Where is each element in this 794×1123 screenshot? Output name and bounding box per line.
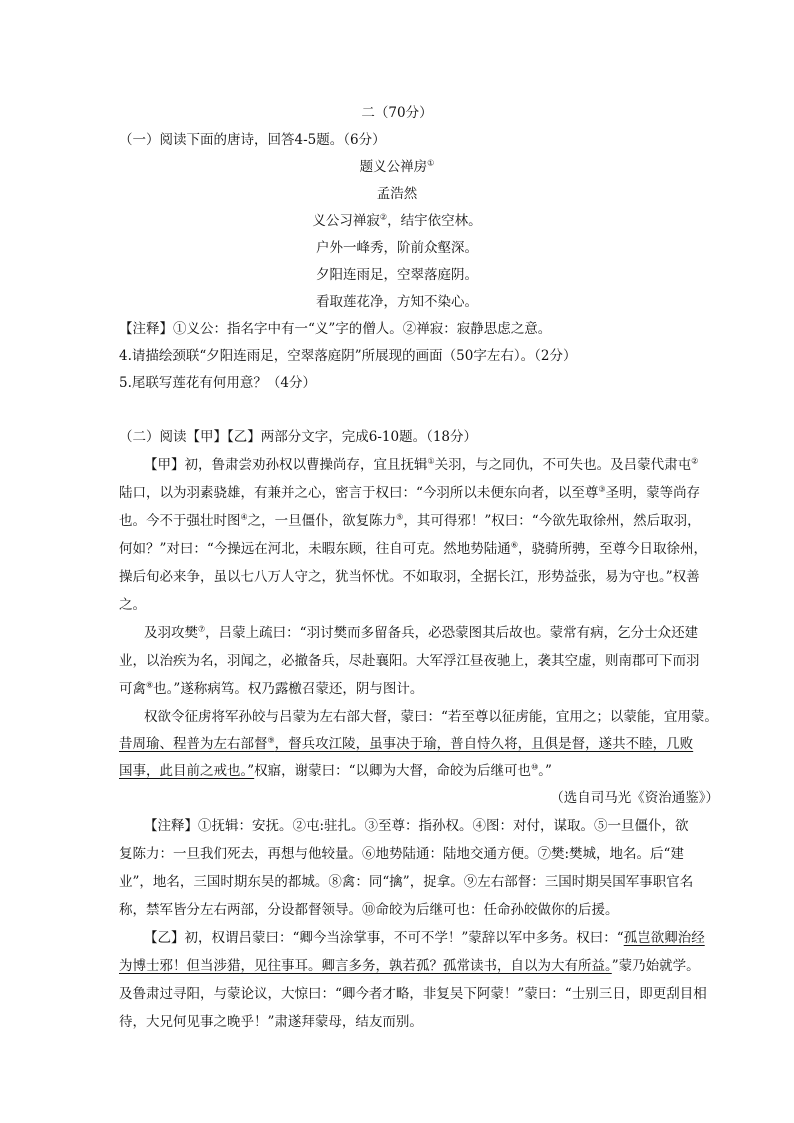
source-citation: （选自司马光《资治通鉴》） xyxy=(550,790,719,806)
poem-line-1-text: ，结宇依空林。 xyxy=(387,213,482,229)
text-run: 圣明，蒙等尚存 xyxy=(605,485,701,501)
jia-p2-line-3 xyxy=(119,680,423,698)
jia-p1-line-2 xyxy=(119,484,700,502)
note-marker: ⑥ xyxy=(510,540,518,550)
poem-title-text: 题义公禅房 xyxy=(359,159,428,175)
poem-author: 孟浩然 xyxy=(376,186,418,202)
note-marker: ④ xyxy=(240,512,248,522)
jia-p1-line-3 xyxy=(119,512,701,530)
text-run: 之，一旦僵仆，欲复陈力 xyxy=(247,513,397,529)
poem-notes: 【注释】①义公：指名字中有一“义”字的僧人。②禅寂：寂静思虑之意。 xyxy=(119,321,552,337)
text-run: ，骁骑所骋，至尊今日取徐州， xyxy=(517,541,707,557)
text-run: 权寤，谢蒙曰：“以卿为大督，命皎为后继可也 xyxy=(254,763,532,779)
note-marker: ⑨ xyxy=(267,735,275,745)
text-run: 可禽 xyxy=(119,681,146,697)
note-marker: ① xyxy=(427,456,435,466)
jia-p3-line-3 xyxy=(119,762,552,780)
jia-notes-line-3: 业”，地名，三国时期东吴的都城。⑧禽：同“擒”，捉拿。⑨左右部督：三国时期吴国军事职官名 xyxy=(119,874,694,890)
jia-p3-line-2 xyxy=(119,735,693,753)
text-run: 也。今不于强壮时图 xyxy=(119,513,241,529)
text-run: ，其可得邪！”权曰：“今欲先取徐州，然后取羽， xyxy=(403,513,701,529)
text-run: 及羽攻樊 xyxy=(144,625,198,641)
yi-line-4: 待，大兄何见事之晚乎！”肃遂拜蒙母，结友而别。 xyxy=(119,1014,423,1030)
yi-line-3: 及鲁肃过寻阳，与蒙论议，大惊曰：“卿今者才略，非复吴下阿蒙！”蒙曰：“士别三日，即更刮目相 xyxy=(119,986,707,1002)
note-marker: ② xyxy=(691,456,699,466)
text-run: 陆口，以为羽素骁雄，有兼并之心，密言于权曰：“今羽所以未便东向者，以至尊 xyxy=(119,485,599,501)
poem-line-2: 户外一峰秀，阶前众壑深。 xyxy=(316,240,478,256)
yi-line-1 xyxy=(144,929,705,947)
question-4: 4.请描绘颈联“夕阳连雨足，空翠落庭阴”所展现的画面（50字左右）。（2分） xyxy=(119,348,577,364)
underlined-sentence: 为博士邪！但当涉猎，见往事耳。卿言多务，孰若孤？孤常读书，自以为大有所益。 xyxy=(119,958,612,974)
poem-line-1-text: 义公习禅寂 xyxy=(312,213,380,229)
underlined-sentence xyxy=(119,736,693,752)
note-marker: ⑩ xyxy=(531,762,539,772)
text-run: 何如？”对曰：“今操远在河北，未暇东顾，往自可克。然地势陆通 xyxy=(119,541,511,557)
jia-p2-line-1 xyxy=(144,624,698,642)
poem-line-1 xyxy=(0,212,794,230)
text-run: ，吕蒙上疏曰：“羽讨樊而多留备兵，必恐蒙图其后故也。蒙常有病，乞分士众还建 xyxy=(205,625,699,641)
jia-p3-line-1: 权欲令征虏将军孙皎与吕蒙为左右部大督，蒙曰：“若至尊以征虏能，宜用之；以蒙能，宜用蒙。 xyxy=(144,709,718,725)
text-run: ”蒙乃始就学。 xyxy=(611,958,700,974)
section-title: 二（70分） xyxy=(361,105,433,121)
part2-instruction: （二）阅读【甲】【乙】两部分文字，完成6-10题。（18分） xyxy=(119,429,478,445)
note-marker: ① xyxy=(427,158,435,168)
note-marker: ⑤ xyxy=(396,512,404,522)
text-run: 【甲】初，鲁肃尝劝孙权以曹操尚存，宜且抚辑 xyxy=(144,457,428,473)
underlined-sentence: 孤岂欲卿治经 xyxy=(623,930,705,946)
jia-p1-line-4 xyxy=(119,540,707,558)
jia-p1-line-5: 操后旬必来争，虽以七八万人守之，犹当怀忧。不如取羽，全据长江，形势益张，易为守也。”权善 xyxy=(119,569,700,585)
jia-notes-line-2: 复陈力：一旦我们死去，再想与他较量。⑥地势陆通：陆地交通方便。⑦樊:樊城，地名。后“建 xyxy=(119,846,684,862)
text-run: 【乙】初，权谓吕蒙曰：“卿今当涂掌事，不可不学！”蒙辞以军中多务。权曰：“ xyxy=(144,930,624,946)
jia-notes-line-1: 【注释】①抚辑：安抚。②屯:驻扎。③至尊：指孙权。④图：对付，谋取。⑤一旦僵仆，欲 xyxy=(144,818,689,834)
note-marker: ③ xyxy=(598,484,606,494)
text-run: 昔周瑜、程普为左右部督 xyxy=(119,736,268,752)
jia-notes-line-4: 称，禁军皆分左右两部，分设都督领导。⑩命皎为后继可也：任命孙皎做你的后援。 xyxy=(119,902,619,918)
part1-instruction: （一）阅读下面的唐诗，回答4-5题。（6分） xyxy=(119,132,386,148)
text-run: 。” xyxy=(538,763,552,779)
jia-p2-line-2: 业，以治疾为名，羽闻之，必撤备兵，尽赴襄阳。大军浮江昼夜驰上，袭其空虚，则南郡可下而羽 xyxy=(119,653,700,669)
note-marker: ⑦ xyxy=(198,624,206,634)
underlined-sentence: 国事，此目前之戒也。” xyxy=(119,763,255,779)
text-run: 关羽，与之同仇，不可失也。及吕蒙代肃屯 xyxy=(434,457,692,473)
note-marker: ⑧ xyxy=(146,680,154,690)
question-5: 5.尾联写莲花有何用意？（4分） xyxy=(119,375,316,391)
jia-p1-line-6: 之。 xyxy=(119,597,146,613)
poem-line-3: 夕阳连雨足，空翠落庭阴。 xyxy=(316,267,478,283)
jia-p1-line-1 xyxy=(144,456,698,474)
poem-line-4: 看取莲花净，方知不染心。 xyxy=(316,294,478,310)
yi-line-2 xyxy=(119,957,700,975)
note-marker: ② xyxy=(379,212,388,222)
poem-title xyxy=(0,158,794,176)
text-run: ，督兵攻江陵，虽事决于瑜，普自恃久将，且俱是督，遂共不睦，几败 xyxy=(274,736,694,752)
text-run: 也。”遂称病笃。权乃露檄召蒙还，阴与图计。 xyxy=(153,681,424,697)
